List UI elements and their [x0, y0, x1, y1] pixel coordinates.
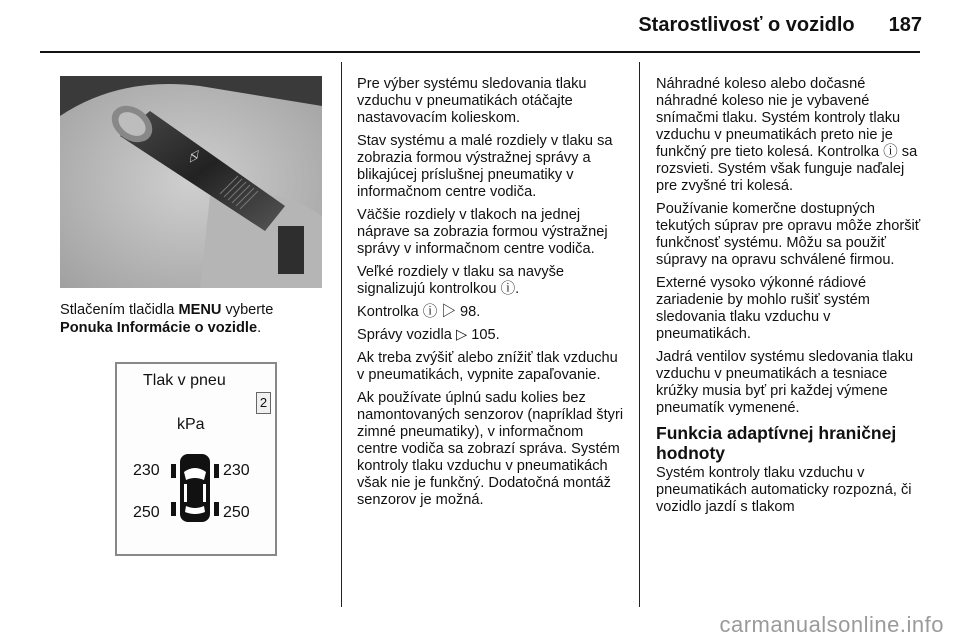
tire-pressure-display: [115, 362, 277, 556]
display-title: Tlak v pneu: [143, 372, 226, 389]
section-heading: Funkcia adaptívnej hraničnej hodnoty: [656, 423, 897, 463]
caption-text: Stlačením tlačidla: [60, 302, 179, 318]
paragraph: Kontrolka ⓘ ▷ 98.: [357, 304, 481, 320]
watermark: carmanualsonline.info: [719, 612, 944, 637]
display-unit: kPa: [177, 416, 205, 433]
page-number: 187: [888, 14, 922, 36]
column-3: [656, 76, 924, 522]
header-rule: [40, 51, 920, 53]
column-divider-1: [341, 62, 342, 607]
paragraph: Používanie komerčne dostupných tekutých súprav pre opravu môže zhoršiť funkčnosť systému. Môžu sa použiť súpravy na opravu schválené firmou.: [656, 201, 921, 268]
paragraph: Ak používate úplnú sadu kolies bez namontovaných senzorov (napríklad štyri zimné pneumatiky), v informačnom centre vodiča sa zobrazí správa. Systém kontroly tlaku vzduchu v pneumatikách však nie je funkčný. Dodatočná montáž senzorov je možná.: [357, 390, 624, 508]
rear-left-pressure: 250: [133, 504, 160, 521]
paragraph: Veľké rozdiely v tlaku sa navyše signalizujú kontrolkou ⓘ.: [357, 264, 565, 297]
page-header: [638, 14, 922, 37]
caption-text-2: vyberte: [221, 302, 274, 318]
column-divider-2: [639, 62, 640, 607]
front-right-pressure: 230: [223, 462, 250, 479]
paragraph: Ak treba zvýšiť alebo znížiť tlak vzduchu v pneumatikách, vypnite zapaľovanie.: [357, 350, 618, 383]
paragraph: Pre výber systému sledovania tlaku vzduchu v pneumatikách otáčajte nastavovacím kolieskom.: [357, 76, 587, 126]
paragraph: Správy vozidla ▷ 105.: [357, 327, 500, 343]
rear-right-pressure: 250: [223, 504, 250, 521]
paragraph: Stav systému a malé rozdiely v tlaku sa zobrazia formou výstražnej správy a blikajúcej príslušnej pneumatiky v informačnom centre vodiča.: [357, 133, 613, 200]
section-title: Starostlivosť o vozidlo: [638, 14, 855, 36]
column-2: [357, 76, 627, 515]
menu-item-label: Ponuka Informácie o vozidle: [60, 320, 258, 336]
paragraph: Jadrá ventilov systému sledovania tlaku vzduchu v pneumatikách a tesniace krúžky musia byť pri každej výmene pneumatík vymenené.: [656, 349, 914, 416]
photo-caption: [60, 301, 322, 337]
car-top-view-icon: [171, 452, 219, 524]
paragraph: Väčšie rozdiely v tlakoch na jednej náprave sa zobrazia formou výstražnej správy v informačnom centre vodiča.: [357, 207, 608, 257]
paragraph: Externé vysoko výkonné rádiové zariadenie by mohlo rušiť systém sledovania tlaku vzduchu v pneumatikách.: [656, 275, 870, 342]
svg-text:◁▷: ◁▷: [185, 146, 204, 166]
menu-button-label: MENU: [178, 302, 222, 318]
front-left-pressure: 230: [133, 462, 160, 479]
stalk-photo: [60, 76, 322, 288]
paragraph: Náhradné koleso alebo dočasné náhradné koleso nie je vybavené snímačmi tlaku. Systém kontroly tlaku vzduchu v pneumatikách preto nie je funkčný pre tieto kolesá. Kontrolka ⓘ sa rozsvieti. Systém však funguje naďalej pre zvyšné tri kolesá.: [656, 76, 918, 194]
display-page-indicator: 2: [256, 392, 271, 414]
caption-end: .: [257, 320, 262, 336]
paragraph: Systém kontroly tlaku vzduchu v pneumatikách automaticky rozpozná, či vozidlo jazdí s tlakom: [656, 465, 912, 515]
